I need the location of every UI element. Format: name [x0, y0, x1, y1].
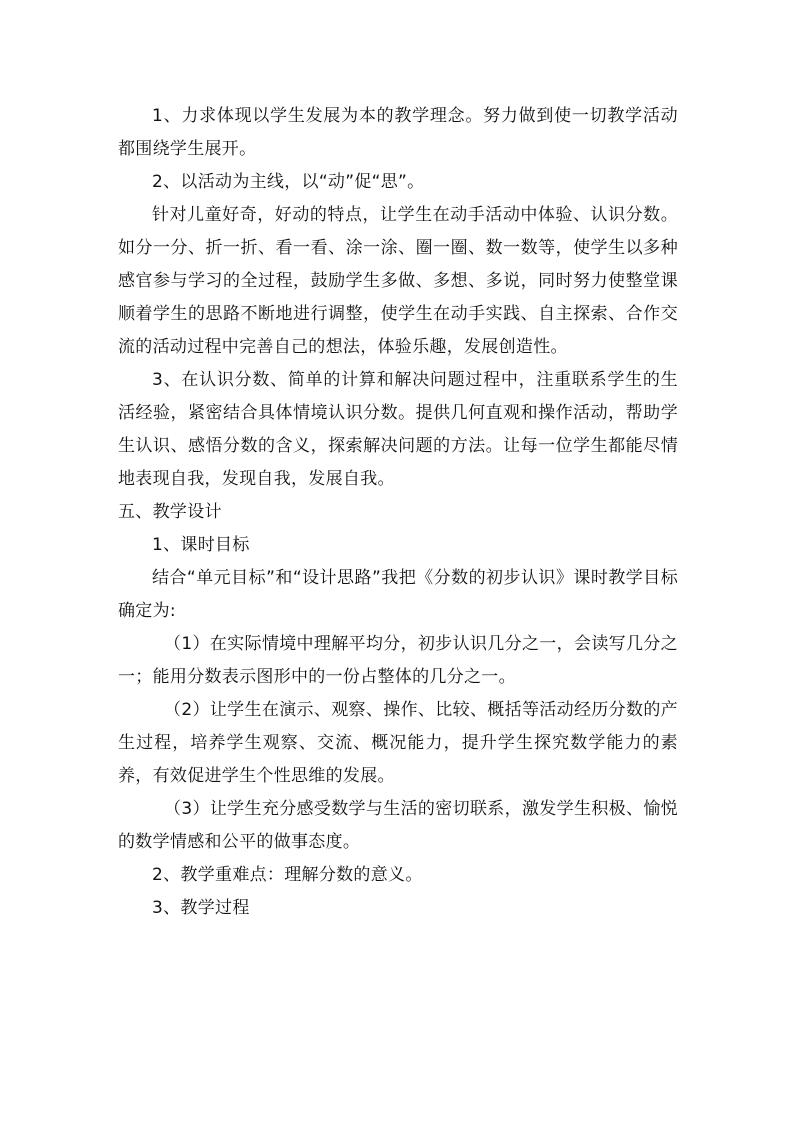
objective-item-3: （3）让学生充分感受数学与生活的密切联系，激发学生积极、愉悦的数学情感和公平的做事态度。	[118, 799, 678, 852]
section-heading-teaching-design: 五、教学设计	[118, 502, 222, 522]
paragraph-objectives-intro: 结合“单元目标”和“设计思路”我把《分数的初步认识》课时教学目标确定为:	[118, 568, 678, 621]
subheading-lesson-objectives: 1、课时目标	[152, 535, 250, 555]
paragraph-principle-3: 3、在认识分数、简单的计算和解决问题过程中，注重联系学生的生活经验，紧密结合具体情境认识分数。提供几何直观和操作活动，帮助学生认识、感悟分数的含义，探索解决问题的方法。让每一位学生都能尽情地表现自我，发现自我，发展自我。	[118, 370, 678, 489]
paragraph-activity-details: 针对儿童好奇，好动的特点，让学生在动手活动中体验、认识分数。如分一分、折一折、看一看、涂一涂、圈一圈、数一数等，使学生以多种感官参与学习的全过程，鼓励学生多做、多想、多说，同时努力使整堂课顺着学生的思路不断地进行调整，使学生在动手实践、自主探索、合作交流的活动过程中完善自己的想法，体验乐趣，发展创造性。	[118, 205, 678, 357]
document-body	[118, 100, 678, 925]
subheading-key-difficulties: 2、教学重难点：理解分数的意义。	[152, 865, 423, 885]
paragraph-principle-1: 1、力求体现以学生发展为本的教学理念。努力做到使一切教学活动都围绕学生展开。	[118, 106, 678, 159]
objective-item-1: （1）在实际情境中理解平均分，初步认识几分之一，会读写几分之一；能用分数表示图形中的一份占整体的几分之一。	[118, 634, 678, 687]
paragraph-principle-2: 2、以活动为主线，以“动”促“思”。	[152, 172, 425, 192]
subheading-teaching-process: 3、教学过程	[152, 898, 250, 918]
objective-item-2: （2）让学生在演示、观察、操作、比较、概括等活动经历分数的产生过程，培养学生观察、交流、概况能力，提升学生探究数学能力的素养，有效促进学生个性思维的发展。	[118, 700, 678, 786]
